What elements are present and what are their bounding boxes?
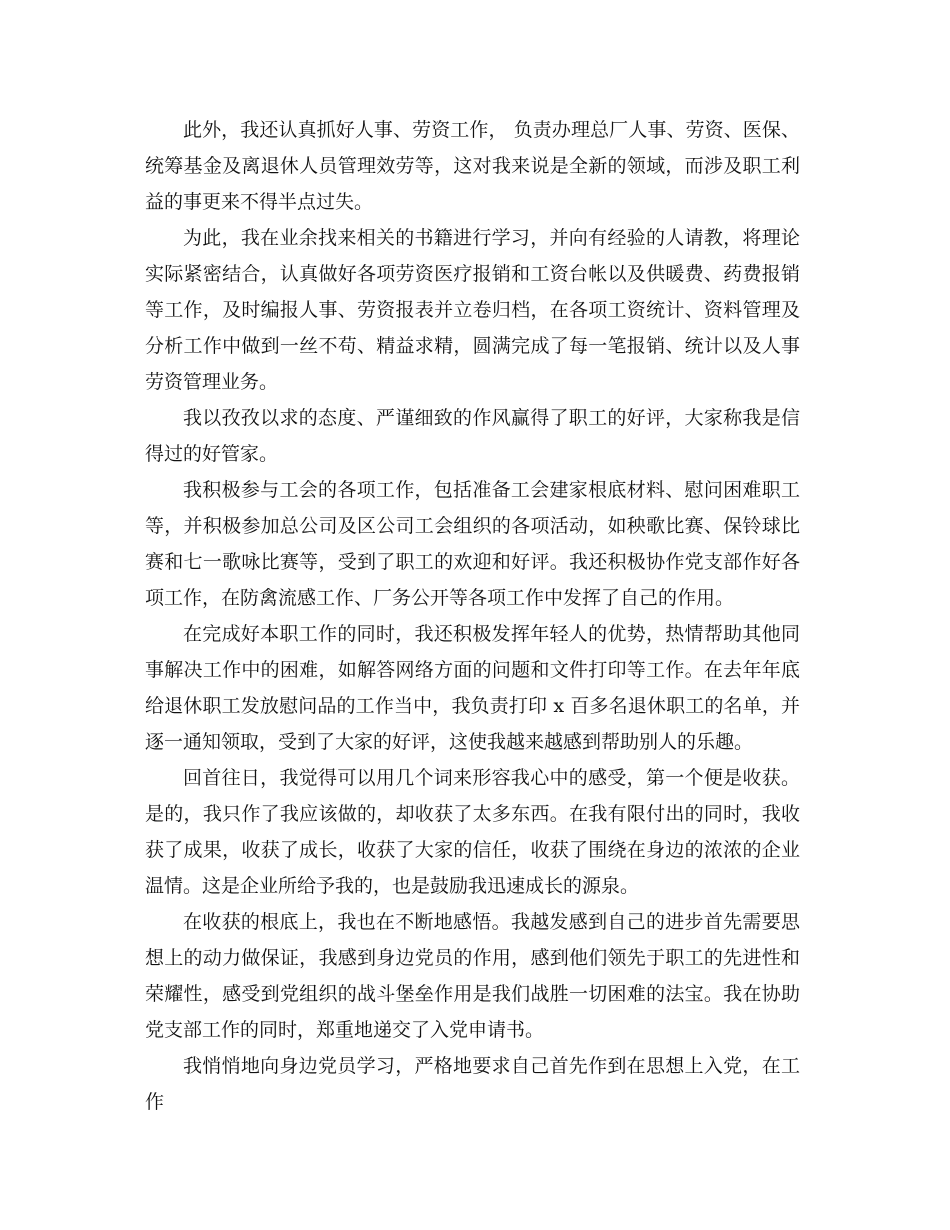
paragraph-1: 此外，我还认真抓好人事、劳资工作， 负责办理总厂人事、劳资、医保、统筹基金及离退休人员管理效劳等，这对我来说是全新的领域，而涉及职工利益的事更来不得半点过失。 (145, 119, 800, 213)
paragraph-6: 回首往日，我觉得可以用几个词来形容我心中的感受，第一个便是收获。是的，我只作了我应该做的，却收获了太多东西。在我有限付出的同时，我收获了成果，收获了成长，收获了大家的信任，收获了围绕在身边的浓浓的企业温情。这是企业所给予我的，也是鼓励我迅速成长的源泉。 (145, 767, 800, 897)
paragraph-7: 在收获的根底上，我也在不断地感悟。我越发感到自己的进步首先需要思想上的动力做保证，我感到身边党员的作用，感到他们领先于职工的先进性和荣耀性，感受到党组织的战斗堡垒作用是我们战胜一切困难的法宝。我在协助党支部工作的同时，郑重地递交了入党申请书。 (145, 911, 800, 1041)
paragraph-5: 在完成好本职工作的同时，我还积极发挥年轻人的优势，热情帮助其他同事解决工作中的困难，如解答网络方面的问题和文件打印等工作。在去年年底给退休职工发放慰问品的工作当中，我负责打印 x 百多名退休职工的名单，并逐一通知领取，受到了大家的好评，这使我越来越感到帮助别人的乐趣。 (145, 623, 800, 753)
paragraph-4: 我积极参与工会的各项工作，包括准备工会建家根底材料、慰问困难职工等，并积极参加总公司及区公司工会组织的各项活动，如秧歌比赛、保铃球比赛和七一歌咏比赛等，受到了职工的欢迎和好评。我还积极协作党支部作好各项工作，在防禽流感工作、厂务公开等各项工作中发挥了自己的作用。 (145, 479, 800, 609)
paragraph-2: 为此，我在业余找来相关的书籍进行学习，并向有经验的人请教，将理论实际紧密结合，认真做好各项劳资医疗报销和工资台帐以及供暖费、药费报销等工作，及时编报人事、劳资报表并立卷归档，在各项工资统计、资料管理及分析工作中做到一丝不苟、精益求精，圆满完成了每一笔报销、统计以及人事劳资管理业务。 (145, 227, 800, 393)
document-body (145, 112, 800, 1120)
paragraph-3: 我以孜孜以求的态度、严谨细致的作风赢得了职工的好评，大家称我是信得过的好管家。 (145, 407, 800, 465)
paragraph-8: 我悄悄地向身边党员学习，严格地要求自己首先作到在思想上入党，在工作 (145, 1055, 800, 1113)
